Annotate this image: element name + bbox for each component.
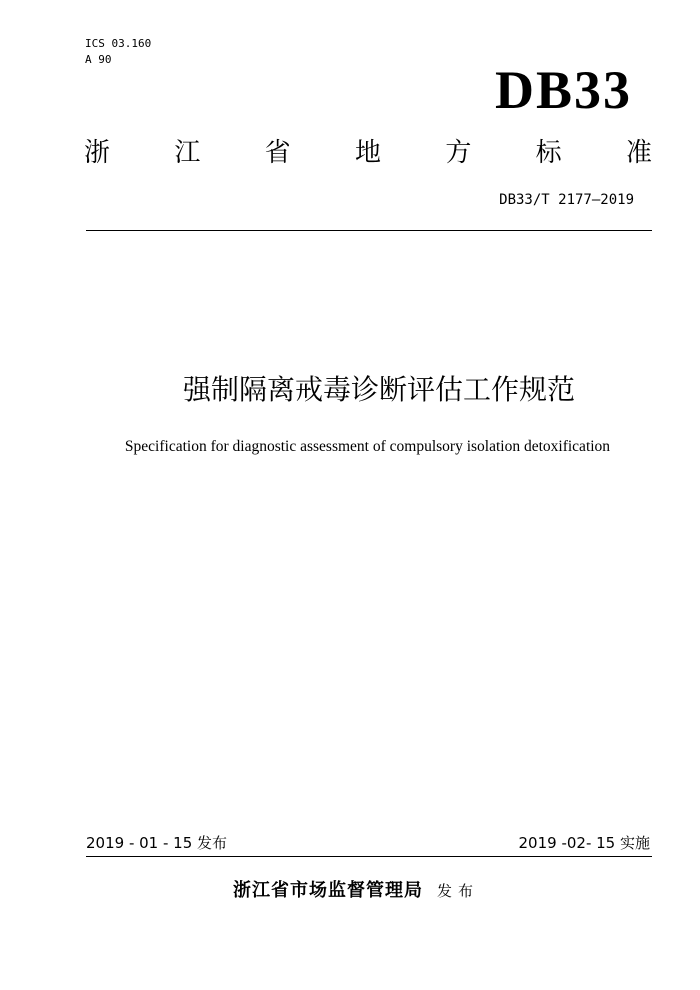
standard-type-char: 省 (264, 138, 291, 168)
class-code: A 90 (85, 53, 112, 66)
standard-type-char: 方 (445, 138, 472, 168)
header-divider (86, 230, 652, 231)
standard-type-char: 浙 (84, 138, 111, 168)
ics-code: ICS 03.160 (85, 37, 152, 50)
classification-codes (85, 36, 151, 68)
standard-type-char: 地 (354, 138, 381, 168)
implement-date: 2019 -02- 15 实施 (518, 834, 650, 852)
standard-number: DB33/T 2177—2019 (499, 192, 634, 208)
footer-divider (86, 856, 652, 857)
issuer-org: 浙江省市场监督管理局 (232, 880, 423, 901)
db33-logo: DB33 (494, 60, 632, 120)
standard-type-char: 标 (535, 138, 562, 168)
standard-type-title (84, 135, 652, 171)
issuer-verb: 发布 (436, 882, 479, 900)
issuer-line (0, 878, 700, 904)
standard-type-char: 准 (625, 138, 652, 168)
english-title: Specification for diagnostic assessment of compulsory isolation detoxification (124, 438, 611, 455)
issue-date: 2019 - 01 - 15 发布 (86, 834, 228, 852)
chinese-title: 强制隔离戒毒诊断评估工作规范 (182, 373, 575, 406)
standard-type-char: 江 (174, 138, 201, 168)
